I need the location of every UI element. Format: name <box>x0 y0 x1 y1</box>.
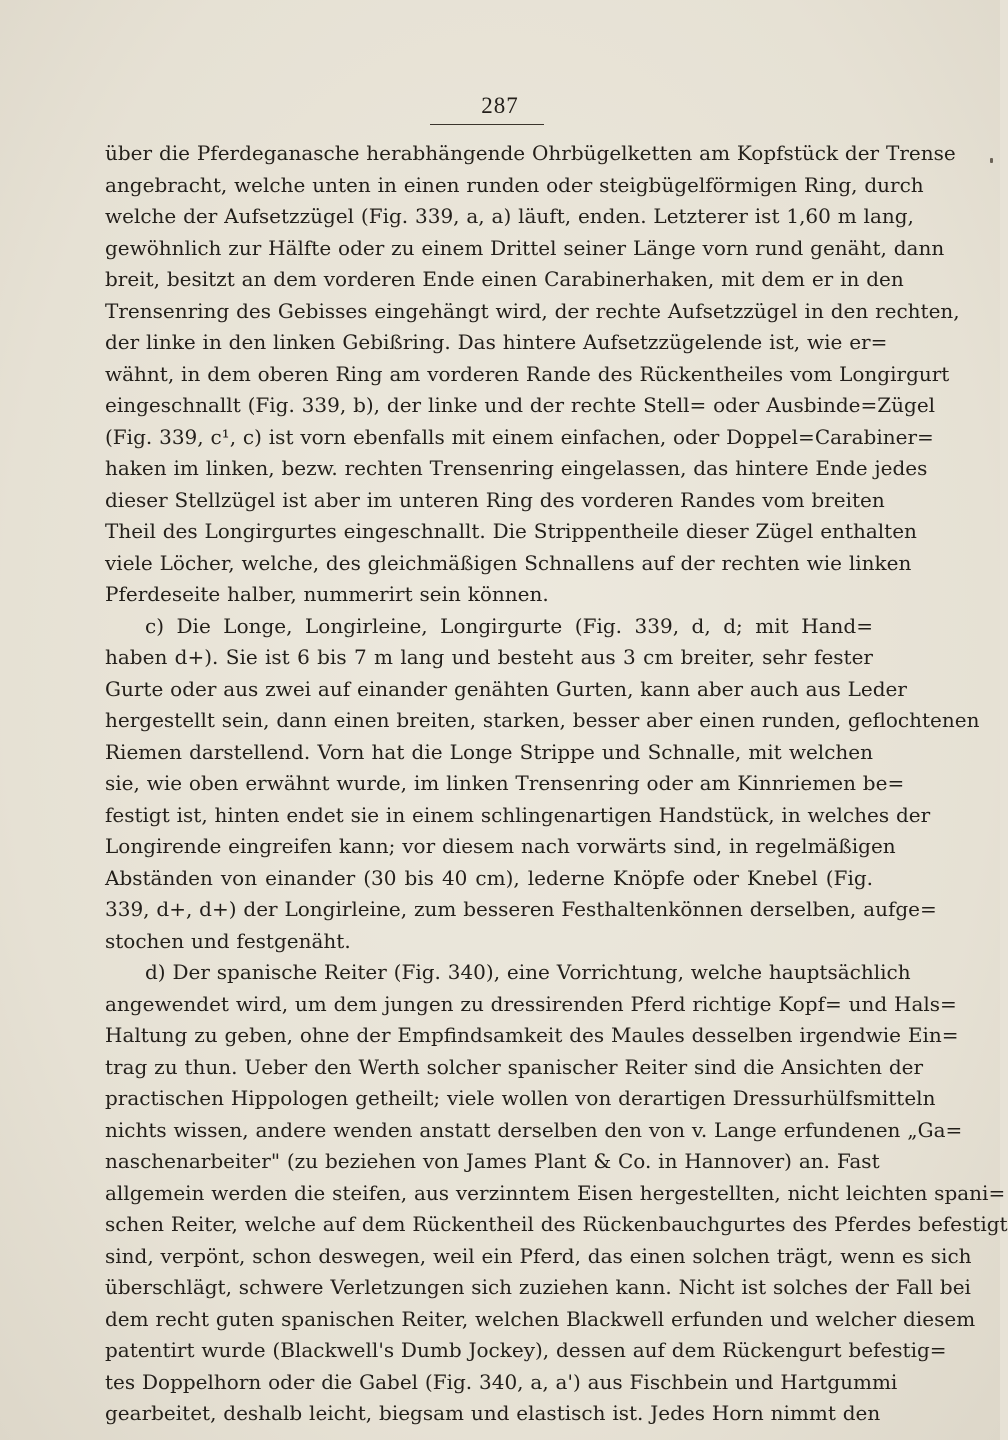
text-line: hergestellt sein, dann einen breiten, starken, besser aber einen runden, geflochtenen <box>105 708 980 732</box>
text-line: c) Die Longe, Longirleine, Longirgurte (Fig. 339, d, d; mit Hand= <box>145 613 873 638</box>
page-number: 287 <box>481 93 519 118</box>
header-rule <box>430 124 544 125</box>
text-line: 339, d+, d+) der Longirleine, zum besseren Festhaltenkönnen derselben, aufge= <box>105 897 937 921</box>
text-line: sie, wie oben erwähnt wurde, im linken Trensenring oder am Kinnriemen be= <box>105 771 905 795</box>
text-line: Trensenring des Gebisses eingehängt wird, der rechte Aufsetzzügel in den rechten, <box>105 298 960 323</box>
text-line: naschenarbeiter" (zu beziehen von James Plant & Co. in Hannover) an. Fast <box>105 1149 880 1173</box>
text-line: dieser Stellzügel ist aber im unteren Ring des vorderen Randes vom breiten <box>105 487 885 512</box>
text-line: Theil des Longirgurtes eingeschnallt. Die Strippentheile dieser Zügel enthalten <box>105 519 917 543</box>
text-line: stochen und festgenäht. <box>105 928 351 953</box>
text-line: angebracht, welche unten in einen runden oder steigbügelförmigen Ring, durch <box>105 172 924 197</box>
text-line: Longirende eingreifen kann; vor diesem nach vorwärts sind, in regelmäßigen <box>105 834 896 858</box>
text-line: Riemen darstellend. Vorn hat die Longe Strippe und Schnalle, mit welchen <box>105 739 873 764</box>
text-line: practischen Hippologen getheilt; viele wollen von derartigen Dressurhülfsmitteln <box>105 1086 936 1110</box>
text-line: wähnt, in dem oberen Ring am vorderen Rande des Rückentheiles vom Longirgurt <box>105 361 950 386</box>
text-line: über die Pferdeganasche herabhängende Ohrbügelketten am Kopfstück der Trense <box>105 141 956 165</box>
text-line: gearbeitet, deshalb leicht, biegsam und elastisch ist. Jedes Horn nimmt den <box>105 1401 881 1425</box>
text-line: Pferdeseite halber, nummerirt sein können. <box>105 582 549 606</box>
text-line: allgemein werden die steifen, aus verzinntem Eisen hergestellten, nicht leichten spani= <box>105 1180 1006 1205</box>
text-line: trag zu thun. Ueber den Werth solcher spanischer Reiter sind die Ansichten der <box>105 1054 924 1079</box>
text-line: Haltung zu geben, ohne der Empfindsamkeit des Maules desselben irgendwie Ein= <box>105 1023 959 1047</box>
text-line: viele Löcher, welche, des gleichmäßigen Schnallens auf der rechten wie linken <box>105 550 912 575</box>
text-line: angewendet wird, um dem jungen zu dressirenden Pferd richtige Kopf= und Hals= <box>105 991 957 1016</box>
text-line: (Fig. 339, c¹, c) ist vorn ebenfalls mit einem einfachen, oder Doppel=Carabiner= <box>105 424 934 449</box>
text-line: d) Der spanische Reiter (Fig. 340), eine Vorrichtung, welche hauptsächlich <box>145 960 911 984</box>
text-line: tes Doppelhorn oder die Gabel (Fig. 340, a, a') aus Fischbein und Hartgummi <box>105 1369 898 1394</box>
text-line: patentirt wurde (Blackwell's Dumb Jockey), dessen auf dem Rückengurt befestig= <box>105 1338 947 1362</box>
text-line: breit, besitzt an dem vorderen Ende einen Carabinerhaken, mit dem er in den <box>105 267 904 291</box>
text-line: gewöhnlich zur Hälfte oder zu einem Drittel seiner Länge vorn rund genäht, dann <box>105 235 945 260</box>
text-line: überschlägt, schwere Verletzungen sich zuziehen kann. Nicht ist solches der Fall bei <box>105 1275 971 1299</box>
text-line: haken im linken, bezw. rechten Trensenring eingelassen, das hintere Ende jedes <box>105 456 928 480</box>
text-line: der linke in den linken Gebißring. Das hintere Aufsetzzügelende ist, wie er= <box>105 330 888 354</box>
body-text <box>105 138 1008 1430</box>
text-line: schen Reiter, welche auf dem Rückentheil des Rückenbauchgurtes des Pferdes befestigt <box>105 1212 1008 1236</box>
text-line: sind, verpönt, schon deswegen, weil ein Pferd, das einen solchen trägt, wenn es sich <box>105 1243 972 1268</box>
text-line: festigt ist, hinten endet sie in einem schlingenartigen Handstück, in welches der <box>105 802 931 827</box>
text-line: Abständen von einander (30 bis 40 cm), lederne Knöpfe oder Knebel (Fig. <box>105 865 873 890</box>
text-line: welche der Aufsetzzügel (Fig. 339, a, a) läuft, enden. Letzterer ist 1,60 m lang, <box>105 204 914 228</box>
text-line: haben d+). Sie ist 6 bis 7 m lang und besteht aus 3 cm breiter, sehr fester <box>105 645 873 669</box>
text-line: eingeschnallt (Fig. 339, b), der linke und der rechte Stell= oder Ausbinde=Zügel <box>105 393 936 417</box>
text-line: dem recht guten spanischen Reiter, welchen Blackwell erfunden und welcher diesem <box>105 1306 976 1331</box>
text-line: Gurte oder aus zwei auf einander genähten Gurten, kann aber auch aus Leder <box>105 676 907 701</box>
text-line: nichts wissen, andere wenden anstatt derselben den von v. Lange erfundenen „Ga= <box>105 1117 963 1142</box>
paper-speck <box>990 158 993 163</box>
